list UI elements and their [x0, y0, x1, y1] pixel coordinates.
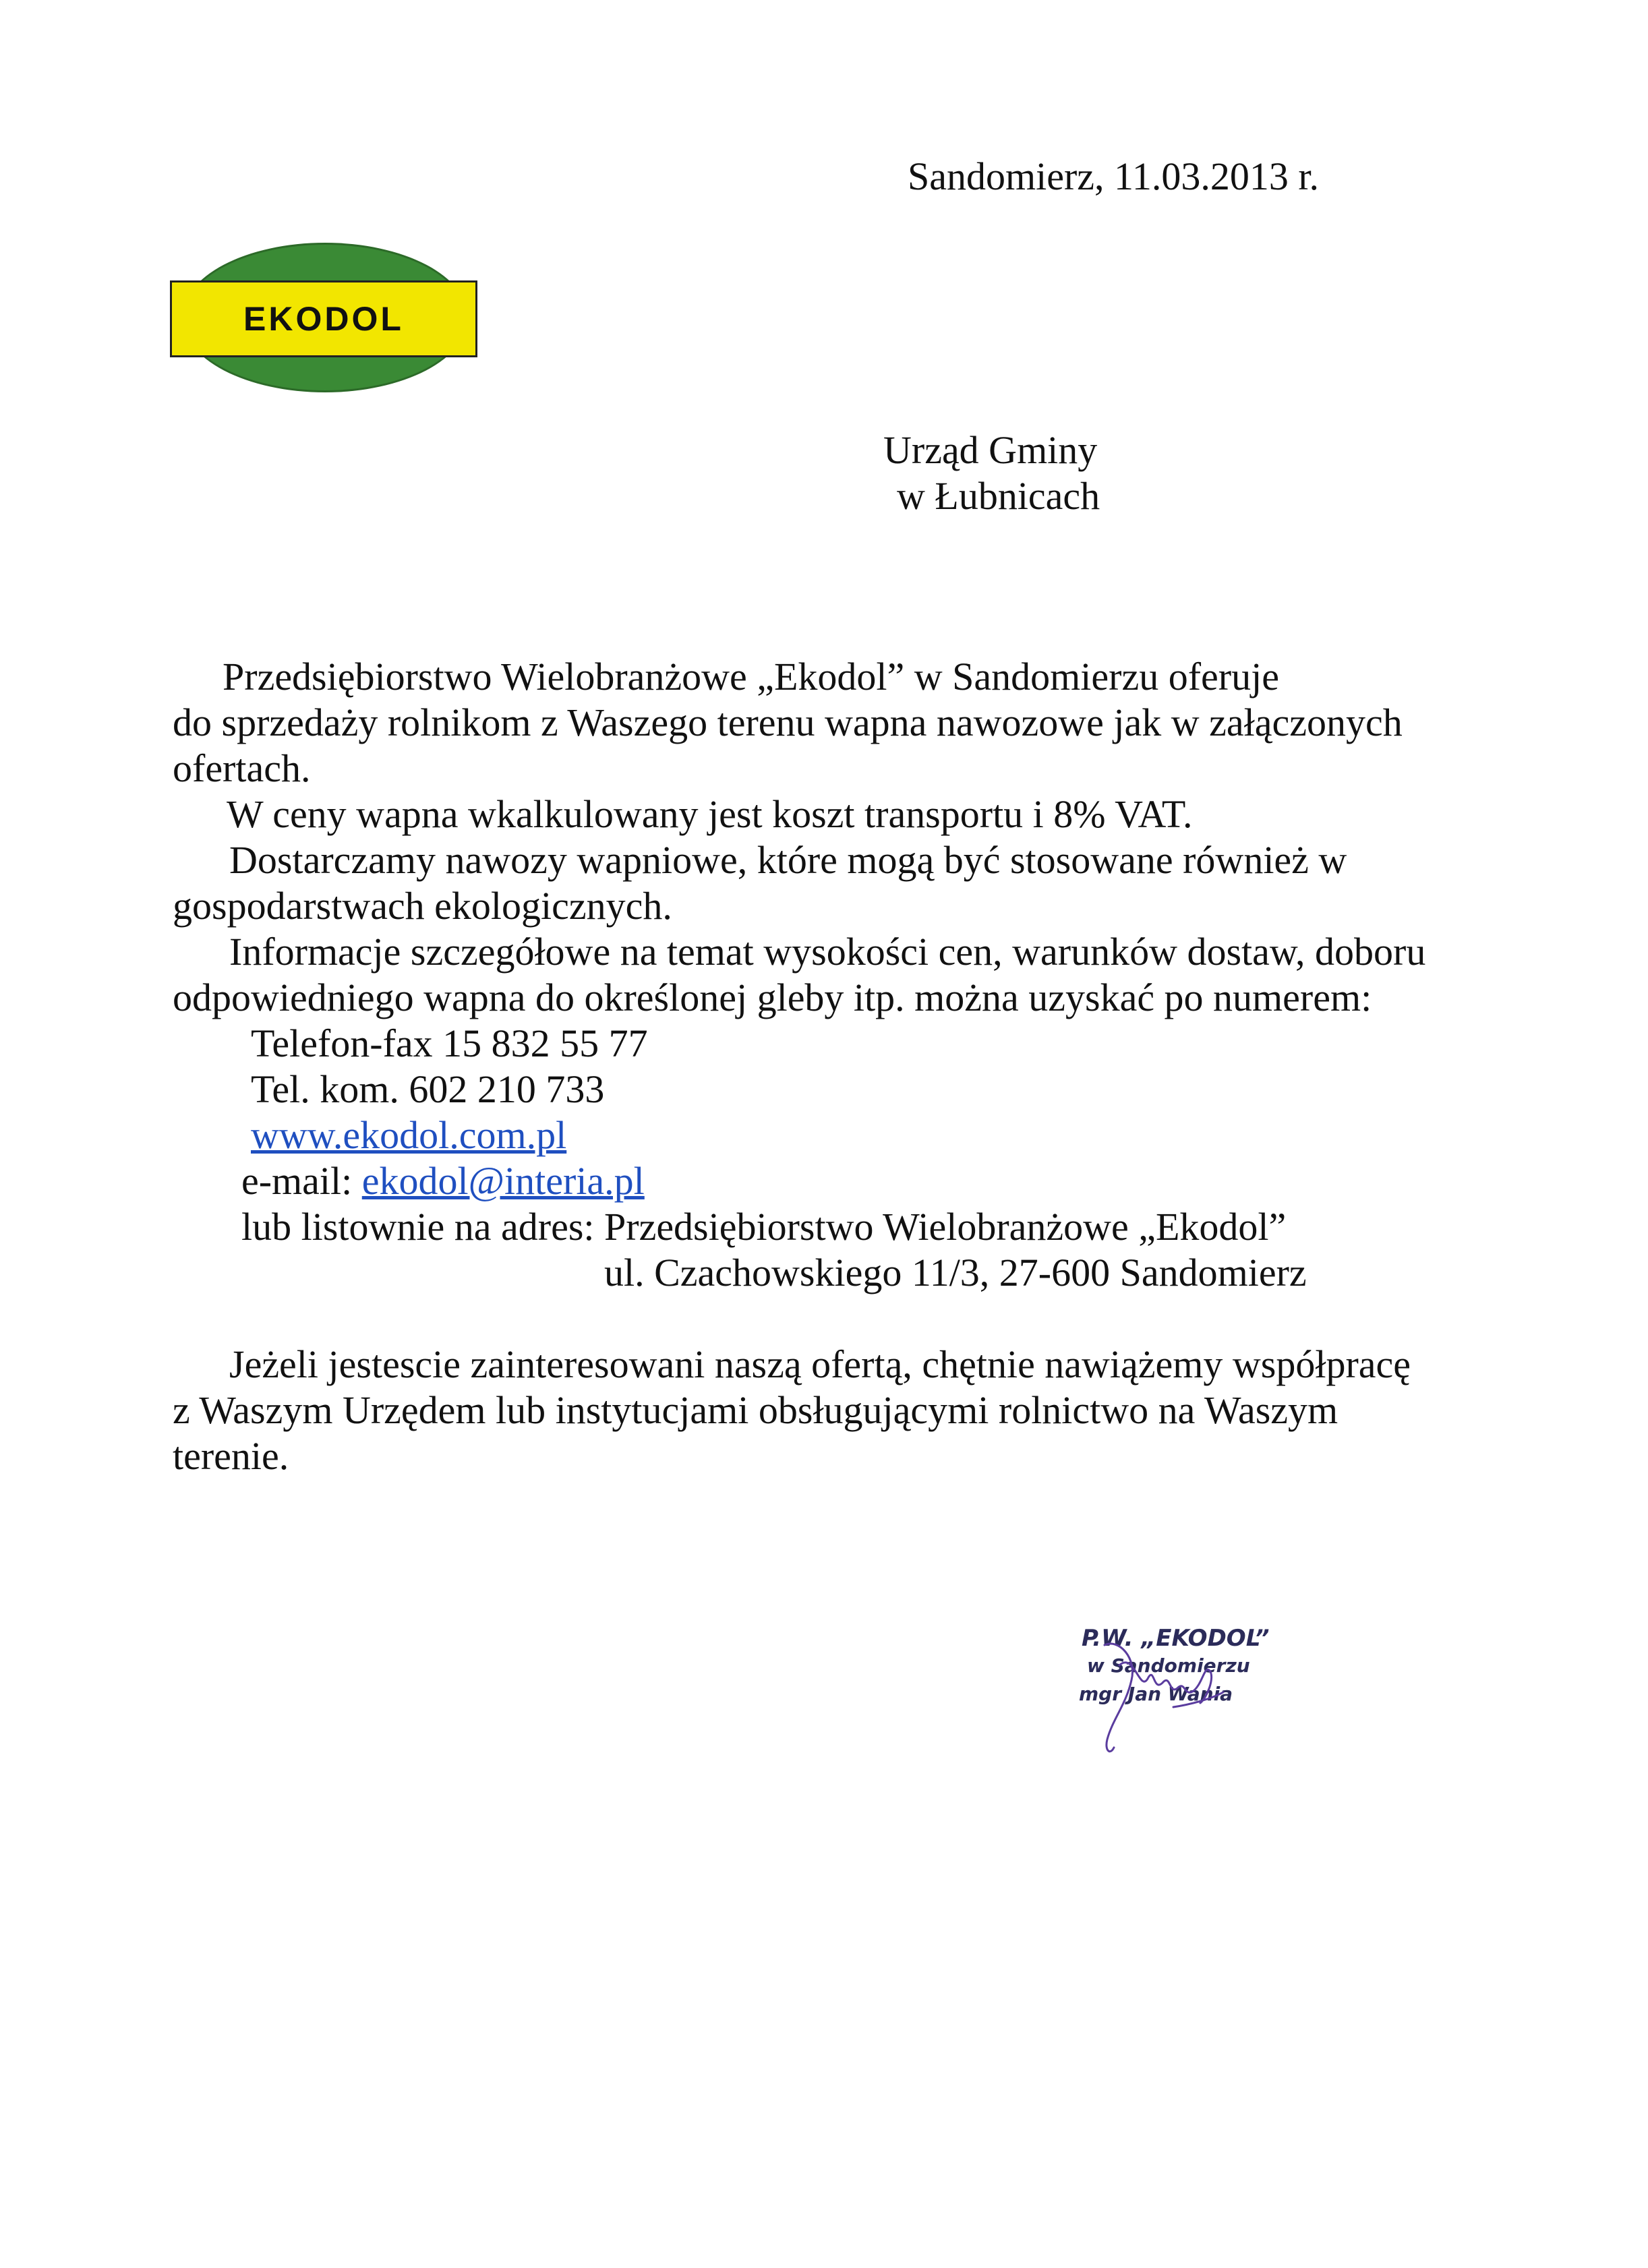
body-p4-line-1: Informacje szczegółowe na temat wysokości cen, warunków dostaw, doboru: [229, 930, 1426, 974]
ekodol-logo: [170, 243, 480, 392]
body-p1-line-1: Przedsiębiorstwo Wielobranżowe „Ekodol” w Sandomierzu oferuje: [223, 655, 1279, 698]
company-stamp: [1072, 1618, 1315, 1766]
stamp-line-2: w Sandomierzu: [1087, 1654, 1250, 1677]
contact-phone-fax: Telefon-fax 15 832 55 77: [251, 1021, 648, 1065]
body-p1-line-3: ofertach.: [173, 746, 311, 790]
logo-plate: [170, 280, 477, 357]
email-label: e-mail:: [241, 1159, 362, 1203]
website-link[interactable]: www.ekodol.com.pl: [251, 1113, 567, 1157]
recipient-line-2: w Łubnicach: [897, 474, 1100, 518]
closing-line-1: Jeżeli jestescie zainteresowani naszą ofertą, chętnie nawiążemy współpracę: [229, 1342, 1411, 1386]
letter-date: Sandomierz, 11.03.2013 r.: [908, 154, 1319, 198]
closing-line-3: terenie.: [173, 1434, 289, 1478]
body-p4-line-2: odpowiedniego wapna do określonej gleby itp. można uzyskać po numerem:: [173, 976, 1372, 1019]
signature-scribble: [1072, 1618, 1315, 1766]
post-address-label: lub listownie na adres: Przedsiębiorstwo Wielobranżowe „Ekodol”: [241, 1205, 1287, 1249]
body-p3-line-2: gospodarstwach ekologicznych.: [173, 884, 672, 928]
email-link[interactable]: ekodol@interia.pl: [361, 1159, 645, 1203]
stamp-line-3: mgr Jan Wania: [1079, 1683, 1233, 1705]
logo-text: EKODOL: [243, 300, 404, 338]
stamp-line-1: P.W. „EKODOL”: [1082, 1625, 1270, 1652]
body-p2-line-1: W ceny wapna wkalkulowany jest koszt transportu i 8% VAT.: [227, 792, 1193, 836]
body-p3-line-1: Dostarczamy nawozy wapniowe, które mogą być stosowane również w: [229, 838, 1347, 882]
recipient-line-1: Urząd Gminy: [883, 428, 1098, 472]
body-p1-line-2: do sprzedaży rolnikom z Waszego terenu wapna nawozowe jak w załączonych: [173, 700, 1403, 744]
contact-mobile: Tel. kom. 602 210 733: [251, 1067, 605, 1111]
post-address-street: ul. Czachowskiego 11/3, 27-600 Sandomierz: [604, 1251, 1307, 1294]
closing-line-2: z Waszym Urzędem lub instytucjami obsługującymi rolnictwo na Waszym: [173, 1388, 1338, 1432]
